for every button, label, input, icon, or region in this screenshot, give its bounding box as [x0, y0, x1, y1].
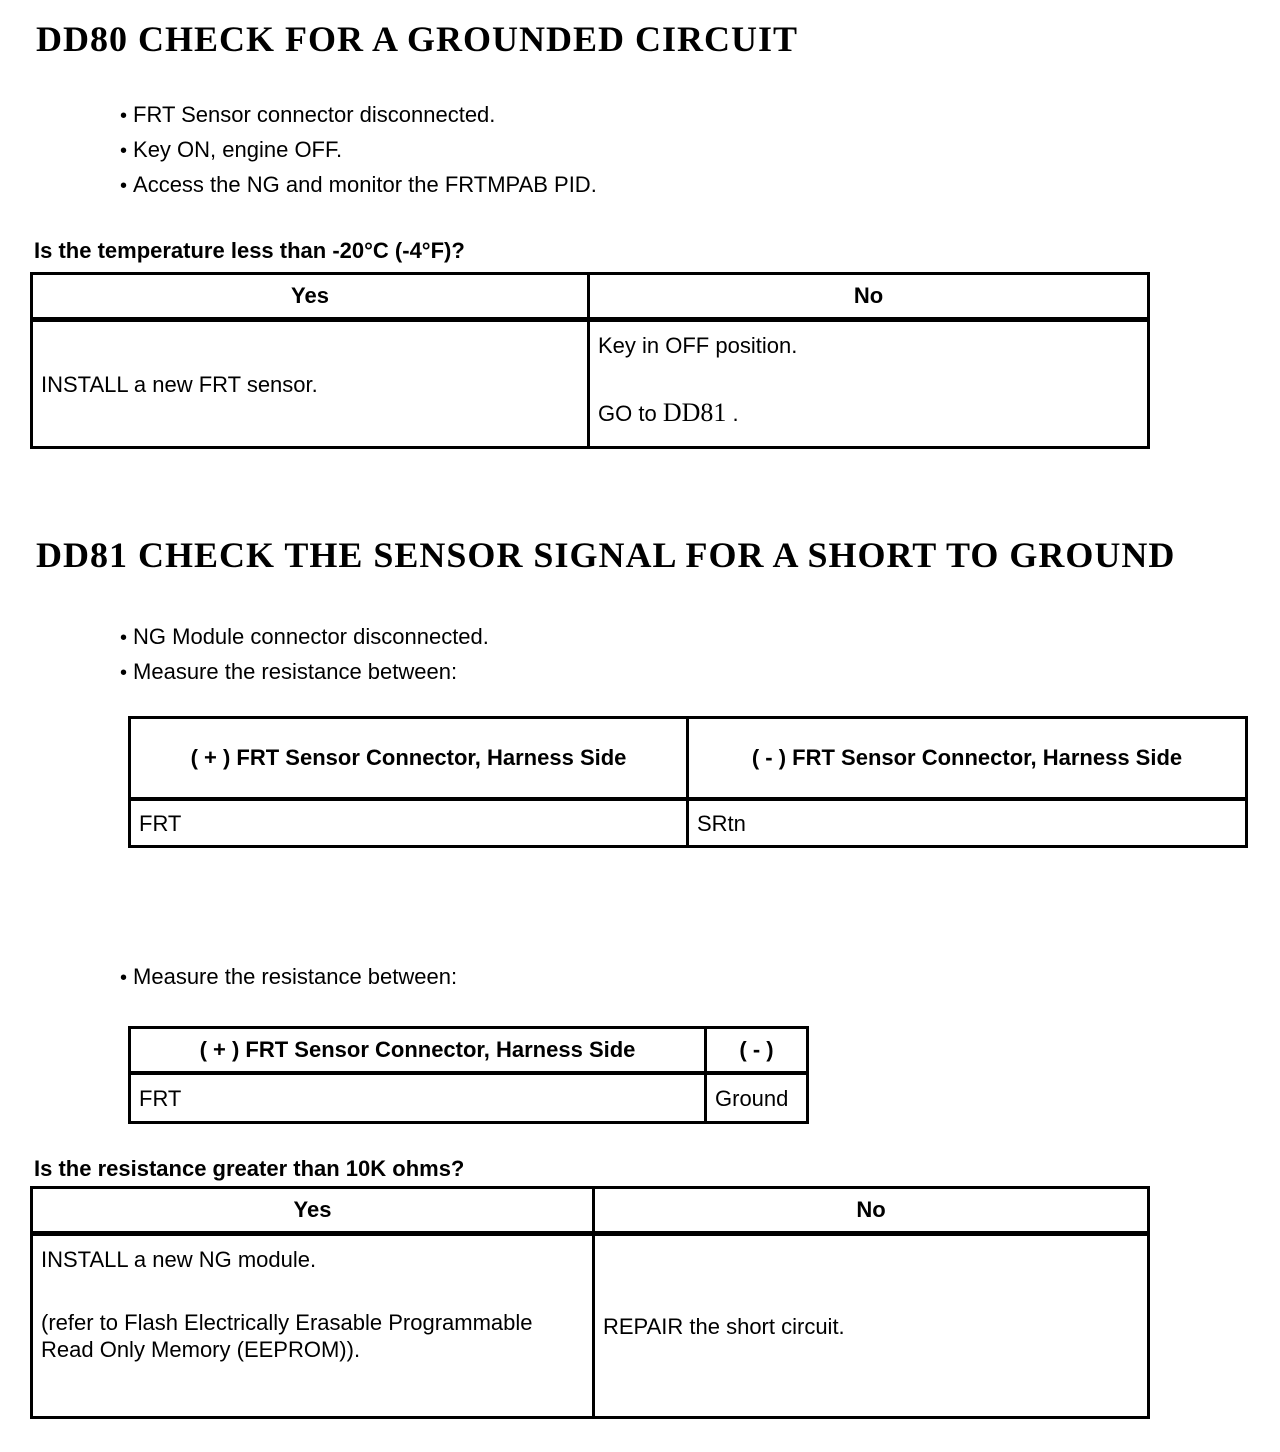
table-row — [32, 1234, 1149, 1418]
table-row — [130, 799, 1247, 847]
plus-probe-header: ( + ) FRT Sensor Connector, Harness Side — [130, 1028, 706, 1074]
list-item — [120, 168, 597, 203]
no-action-line2 — [598, 399, 1139, 427]
yes-action-line2: (refer to Flash Electrically Erasable Programmable Read Only Memory (EEPROM)). — [41, 1310, 533, 1362]
list-item — [120, 133, 597, 168]
bullet-icon: • — [120, 140, 128, 162]
dd81-measure-bullet — [120, 960, 457, 995]
dd81-decision-table — [30, 1186, 1150, 1419]
table-header-row — [130, 718, 1247, 800]
no-action-cell — [594, 1234, 1149, 1418]
dd80-heading: DD80 CHECK FOR A GROUNDED CIRCUIT — [36, 19, 799, 59]
bullet-icon: • — [120, 627, 128, 649]
list-item — [120, 960, 457, 995]
dd80-bullet-list — [120, 98, 597, 203]
dd80-question: Is the temperature less than -20°C (-4°F)? — [34, 238, 465, 263]
list-item — [120, 655, 489, 690]
bullet-text: Key ON, engine OFF. — [133, 137, 343, 162]
bullet-text: NG Module connector disconnected. — [133, 624, 489, 649]
plus-probe-value: FRT — [130, 1073, 706, 1123]
yes-action-cell — [32, 320, 589, 448]
dd81-heading: DD81 CHECK THE SENSOR SIGNAL FOR A SHORT TO GROUND — [36, 535, 1176, 575]
table-header-row — [32, 1188, 1149, 1234]
plus-probe-value: FRT — [130, 799, 688, 847]
dd81-bullet-list — [120, 620, 489, 690]
bullet-icon: • — [120, 662, 128, 684]
bullet-text: Measure the resistance between: — [133, 964, 458, 989]
yes-action-line1: INSTALL a new NG module. — [41, 1247, 317, 1272]
yes-action-cell — [32, 1234, 594, 1418]
bullet-icon: • — [120, 175, 128, 197]
resistance-measure-table-2 — [128, 1026, 809, 1124]
no-action-line1: Key in OFF position. — [598, 333, 798, 358]
minus-probe-value: SRtn — [688, 799, 1247, 847]
minus-probe-value: Ground — [706, 1073, 808, 1123]
bullet-icon: • — [120, 105, 128, 127]
dd80-decision-table — [30, 272, 1150, 449]
bullet-text: FRT Sensor connector disconnected. — [133, 102, 496, 127]
no-column-header: No — [589, 274, 1149, 320]
table-row — [32, 320, 1149, 448]
no-action-cell — [589, 320, 1149, 448]
table-header-row — [32, 274, 1149, 320]
minus-probe-header: ( - ) FRT Sensor Connector, Harness Side — [688, 718, 1247, 800]
yes-column-header: Yes — [32, 1188, 594, 1234]
table-header-row — [130, 1028, 808, 1074]
bullet-text: Access the NG and monitor the FRTMPAB PID. — [133, 172, 597, 197]
minus-probe-header: ( - ) — [706, 1028, 808, 1074]
yes-column-header: Yes — [32, 274, 589, 320]
table-row — [130, 1073, 808, 1123]
yes-action-text: INSTALL a new FRT sensor. — [41, 371, 318, 397]
list-item — [120, 620, 489, 655]
bullet-text: Measure the resistance between: — [133, 659, 458, 684]
bullet-icon: • — [120, 967, 128, 989]
plus-probe-header: ( + ) FRT Sensor Connector, Harness Side — [130, 718, 688, 800]
dd81-crossreference-link[interactable]: DD81 — [662, 398, 727, 427]
no-column-header: No — [594, 1188, 1149, 1234]
go-to-text: GO to — [598, 401, 657, 426]
no-action-text: REPAIR the short circuit. — [603, 1313, 845, 1339]
dd81-question: Is the resistance greater than 10K ohms? — [34, 1156, 465, 1181]
list-item — [120, 98, 597, 133]
go-to-period: . — [732, 401, 739, 426]
resistance-measure-table-1 — [128, 716, 1248, 848]
